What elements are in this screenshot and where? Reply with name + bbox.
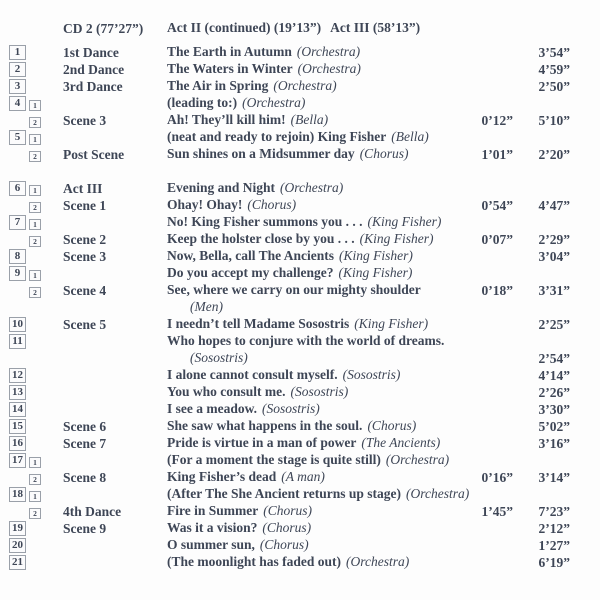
track-label: 3rd Dance [63,78,123,94]
track-number-box: 13 [9,385,26,400]
track-row [0,43,600,60]
track-number-cell [0,179,63,197]
track-title: Fire in Summer [167,503,259,518]
track-number-cell [0,128,63,146]
track-number-box: 4 [9,96,26,111]
track-title: (After The She Ancient returns up stage) [167,486,401,501]
track-title: O summer sun, [167,537,255,552]
track-subindex-box: 2 [29,151,41,162]
track-label: Scene 9 [63,520,107,536]
track-subindex-box: 1 [29,457,41,468]
track-performer: (Chorus) [262,520,312,535]
track-title-cell [167,298,475,316]
track-cue-time: 0’54” [481,197,513,213]
track-number-cell [0,434,63,452]
track-row [0,468,600,485]
track-number-box: 21 [9,555,26,570]
track-number-box: 9 [9,266,26,281]
track-row [0,332,600,349]
track-label: Scene 7 [63,435,107,451]
act3-heading: Act III (58’13”) [330,20,421,35]
track-duration: 4’14” [538,367,570,383]
track-subindex-box: 1 [29,491,41,502]
track-title: Was it a vision? [167,520,258,535]
track-number-box: 6 [9,181,26,196]
track-row [0,213,600,230]
track-row [0,349,600,366]
track-performer: (King Fisher) [338,265,413,280]
track-number-box: 19 [9,521,26,536]
track-number-cell [0,145,63,163]
track-number-cell [0,230,63,248]
track-title: Ohay! Ohay! [167,197,243,212]
track-number-box: 1 [9,45,26,60]
track-title-cell [167,434,475,452]
track-number-cell [0,247,63,265]
track-list [0,43,600,570]
track-subindex-box: 2 [29,508,41,519]
track-performer: (Orchestra) [297,61,361,76]
track-row [0,383,600,400]
track-number-cell [0,502,63,520]
track-title-cell [167,383,475,401]
track-performer: (King Fisher) [367,214,442,229]
cd-title: CD 2 (77’27”) [63,20,144,36]
track-number-box: 2 [9,62,26,77]
track-label: Scene 6 [63,418,107,434]
track-duration: 3’30” [538,401,570,417]
track-number-cell [0,60,63,78]
track-number-box: 20 [9,538,26,553]
track-title: (leading to:) [167,95,238,110]
track-title-cell [167,485,475,503]
track-performer: (Orchestra) [385,452,450,467]
track-title: I see a meadow. [167,401,257,416]
track-performer: (King Fisher) [359,231,434,246]
track-performer: (Chorus) [359,146,409,161]
track-duration: 2’29” [538,231,570,247]
act2-heading: Act II (continued) (19’13”) [167,20,322,35]
track-cue-time: 0’07” [481,231,513,247]
track-row [0,264,600,281]
track-performer: (Orchestra) [296,44,361,59]
track-subindex-box: 2 [29,117,41,128]
track-duration: 3’54” [538,44,570,60]
track-row [0,145,600,162]
track-performer: (Sosostris) [190,350,248,365]
track-title-cell [167,264,475,282]
track-performer: (Sosostris) [262,401,320,416]
track-number-cell [0,111,63,129]
track-title-cell [167,247,475,265]
track-cue-time: 0’12” [481,112,513,128]
track-row [0,94,600,111]
track-title-cell [167,400,475,418]
track-row [0,247,600,264]
track-number-box: 12 [9,368,26,383]
track-subindex-box: 2 [29,236,41,247]
track-row [0,417,600,434]
track-label: Scene 2 [63,231,107,247]
track-label: Scene 8 [63,469,107,485]
track-title-cell [167,43,475,61]
track-number-box: 5 [9,130,26,145]
track-title-cell [167,366,475,384]
track-number-cell [0,485,63,503]
acts-heading [167,19,475,37]
track-title-cell [167,179,475,197]
track-subindex-box: 2 [29,474,41,485]
track-number-box: 7 [9,215,26,230]
track-number-cell [0,77,63,95]
track-title: Evening and Night [167,180,276,195]
track-title: You who consult me. [167,384,286,399]
track-title-cell [167,349,475,367]
track-performer: (Orchestra) [242,95,306,110]
track-title: No! King Fisher summons you . . . [167,214,363,229]
track-title: She saw what happens in the soul. [167,418,363,433]
section-gap [0,162,600,179]
track-number-cell [0,281,63,299]
track-title: Do you accept my challenge? [167,265,334,280]
track-duration: 3’16” [538,435,570,451]
track-performer: (Orchestra) [280,180,344,195]
track-number-box: 14 [9,402,26,417]
track-duration: 6’19” [538,554,570,570]
track-performer: (King Fisher) [339,248,413,263]
track-duration: 3’04” [538,248,570,264]
track-number-cell [0,553,63,571]
track-performer: (Bella) [290,112,329,127]
track-title: Who hopes to conjure with the world of dreams. [167,333,445,348]
track-cue-time: 1’45” [481,503,513,519]
track-label: 4th Dance [63,503,122,519]
track-title-cell [167,281,475,299]
track-title: The Waters in Winter [167,61,293,76]
track-title-cell [167,332,475,350]
track-row [0,366,600,383]
track-duration: 5’10” [538,112,570,128]
track-row [0,77,600,94]
track-number-cell [0,519,63,537]
track-row [0,111,600,128]
track-row [0,281,600,298]
track-subindex-box: 1 [29,100,41,111]
track-performer: (Men) [190,299,223,314]
track-number-cell [0,94,63,112]
track-title-cell [167,468,475,486]
track-row [0,298,600,315]
track-title-cell [167,230,475,248]
track-number-cell [0,315,63,333]
track-title-cell [167,553,475,571]
track-number-box: 10 [9,317,26,332]
track-title-cell [167,502,475,520]
track-row [0,60,600,77]
track-title-cell [167,77,475,95]
track-row [0,553,600,570]
track-row [0,315,600,332]
track-number-box: 18 [9,487,26,502]
track-title: The Earth in Autumn [167,44,292,59]
track-number-cell [0,383,63,401]
track-number-cell [0,332,63,350]
track-performer: (Chorus) [259,537,309,552]
track-duration: 4’47” [538,197,570,213]
track-subindex-box: 1 [29,270,41,281]
track-duration: 2’26” [538,384,570,400]
track-subindex-box: 2 [29,287,41,298]
track-row [0,536,600,553]
track-number-cell [0,451,63,469]
track-row [0,434,600,451]
track-title: See, where we carry on our mighty shoulder [167,282,421,297]
track-row [0,400,600,417]
track-duration: 2’54” [538,350,570,366]
track-title: Now, Bella, call The Ancients [167,248,335,263]
track-title: King Fisher’s dead [167,469,277,484]
track-number-box: 16 [9,436,26,451]
track-subindex-box: 1 [29,134,41,145]
track-subindex-box: 1 [29,185,41,196]
track-duration: 2’12” [538,520,570,536]
track-title-cell [167,60,475,78]
track-label: Scene 3 [63,112,107,128]
track-label: Scene 5 [63,316,107,332]
track-title-cell [167,128,475,146]
track-row [0,451,600,468]
track-performer: (Chorus) [367,418,417,433]
track-performer: (Orchestra) [346,554,410,569]
track-title: (The moonlight has faded out) [167,554,342,569]
track-title-cell [167,94,475,112]
track-label: Act III [63,180,103,196]
track-number-box: 11 [9,334,26,349]
track-cue-time: 0’16” [481,469,513,485]
track-label: 1st Dance [63,44,119,60]
track-duration: 7’23” [538,503,570,519]
track-row [0,196,600,213]
track-row [0,519,600,536]
track-label: Scene 1 [63,197,107,213]
track-duration: 3’14” [538,469,570,485]
track-title-cell [167,213,475,231]
track-title: I needn’t tell Madame Sosostris [167,316,350,331]
track-subindex-box: 2 [29,202,41,213]
track-row [0,485,600,502]
track-row [0,128,600,145]
track-performer: (Sosostris) [342,367,401,382]
track-number-cell [0,196,63,214]
track-duration: 5’02” [538,418,570,434]
track-title-cell [167,451,475,469]
track-number-cell [0,366,63,384]
track-duration: 1’27” [538,537,570,553]
track-title: Ah! They’ll kill him! [167,112,286,127]
track-number-cell [0,400,63,418]
track-subindex-box: 1 [29,219,41,230]
track-duration: 3’31” [538,282,570,298]
track-cue-time: 1’01” [481,146,513,162]
track-number-cell [0,417,63,435]
track-performer: (Orchestra) [406,486,470,501]
track-title-cell [167,519,475,537]
track-performer: (A man) [281,469,325,484]
track-title-cell [167,536,475,554]
track-number-box: 3 [9,79,26,94]
track-title: (neat and ready to rejoin) King Fisher [167,129,387,144]
track-duration: 2’50” [538,78,570,94]
track-number-box: 17 [9,453,26,468]
track-title: Pride is virtue in a man of power [167,435,357,450]
track-number-box: 15 [9,419,26,434]
track-title: I alone cannot consult myself. [167,367,338,382]
track-performer: (Chorus) [263,503,313,518]
track-performer: (Orchestra) [273,78,337,93]
track-label: Scene 4 [63,282,107,298]
track-title-cell [167,145,475,163]
track-cue-time: 0’18” [481,282,513,298]
track-performer: (Bella) [391,129,429,144]
track-number-cell [0,536,63,554]
track-number-cell [0,213,63,231]
track-title-cell [167,417,475,435]
track-title: Sun shines on a Midsummer day [167,146,355,161]
track-title-cell [167,196,475,214]
track-title: Keep the holster close by you . . . [167,231,355,246]
track-title: The Air in Spring [167,78,269,93]
track-title: (For a moment the stage is quite still) [167,452,381,467]
header-row [0,19,600,36]
track-performer: (The Ancients) [361,435,441,450]
track-performer: (King Fisher) [354,316,429,331]
track-duration: 4’59” [538,61,570,77]
header-spacer [0,19,63,37]
track-row [0,179,600,196]
track-row [0,230,600,247]
track-duration: 2’20” [538,146,570,162]
track-title-cell [167,315,475,333]
track-label: Scene 3 [63,248,107,264]
track-performer: (Sosostris) [290,384,349,399]
track-number-cell [0,349,63,367]
track-number-cell [0,264,63,282]
track-title-cell [167,111,475,129]
track-label: 2nd Dance [63,61,125,77]
track-number-cell [0,298,63,316]
track-number-box: 8 [9,249,26,264]
track-label: Post Scene [63,146,125,162]
track-number-cell [0,468,63,486]
track-performer: (Chorus) [247,197,297,212]
track-duration: 2’25” [538,316,570,332]
track-number-cell [0,43,63,61]
track-row [0,502,600,519]
